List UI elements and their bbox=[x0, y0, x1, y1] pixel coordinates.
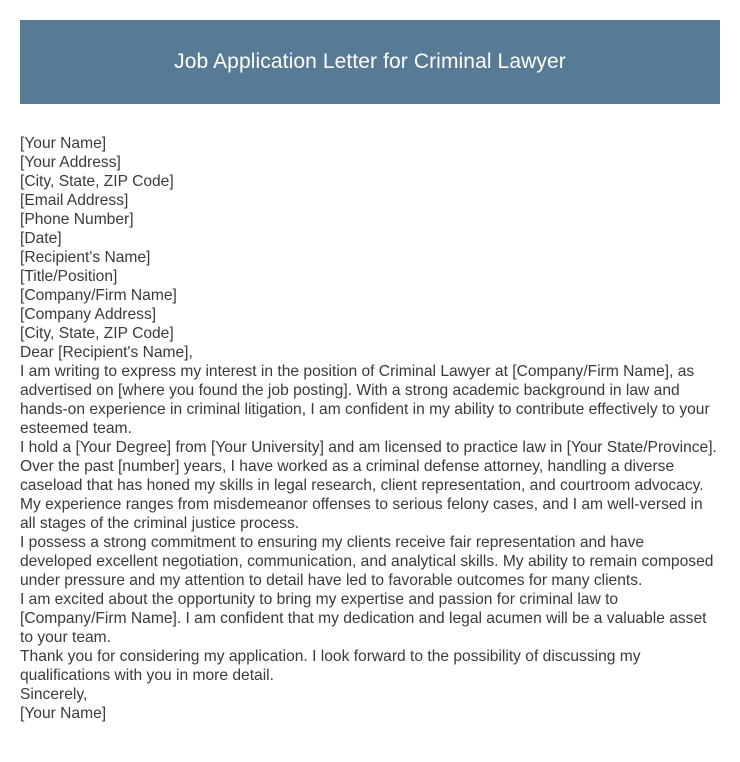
sender-city-state-zip: [City, State, ZIP Code] bbox=[20, 173, 174, 190]
recipient-company: [Company/Firm Name] bbox=[20, 287, 177, 304]
title-banner bbox=[20, 20, 720, 104]
paragraph-thanks: Thank you for considering my application. I look forward to the possibility of discussing my qualifications with you in more detail. bbox=[20, 648, 641, 684]
recipient-title: [Title/Position] bbox=[20, 268, 118, 285]
letter-body bbox=[20, 134, 720, 723]
recipient-name: [Recipient's Name] bbox=[20, 249, 151, 266]
paragraph-skills: I possess a strong commitment to ensuring my clients receive fair representation and have developed excellent negotiation, communication, and analytical skills. My ability to remain composed under pressure and my attention to detail have led to favorable outcomes for many clients. bbox=[20, 534, 714, 589]
signature: [Your Name] bbox=[20, 705, 107, 722]
page-title: Job Application Letter for Criminal Lawyer bbox=[174, 50, 566, 73]
salutation: Dear [Recipient's Name], bbox=[20, 344, 193, 361]
recipient-block bbox=[20, 248, 720, 343]
sender-email: [Email Address] bbox=[20, 192, 129, 209]
sender-name: [Your Name] bbox=[20, 135, 107, 152]
paragraph-intro: I am writing to express my interest in the position of Criminal Lawyer at [Company/Firm Name], as advertised on [where you found the job posting]. With a strong academic background in law and hands-on experience in criminal litigation, I am confident in my ability to contribute effectively to your esteemed team. bbox=[20, 363, 710, 437]
paragraph-qualifications: I hold a [Your Degree] from [Your University] and am licensed to practice law in [Your State/Province]. Over the past [number] years, I have worked as a criminal defense attorney, handling a diverse caseload that has honed my skills in legal research, client representation, and courtroom advocacy. My experience ranges from misdemeanor offenses to serious felony cases, and I am well-versed in all stages of the criminal justice process. bbox=[20, 439, 717, 532]
closing: Sincerely, bbox=[20, 686, 88, 703]
letter-date: [Date] bbox=[20, 230, 62, 247]
sender-phone: [Phone Number] bbox=[20, 211, 134, 228]
paragraph-enthusiasm: I am excited about the opportunity to bring my expertise and passion for criminal law to [Company/Firm Name]. I am confident that my dedication and legal acumen will be a valuable asset to your team. bbox=[20, 591, 707, 646]
recipient-city-state-zip: [City, State, ZIP Code] bbox=[20, 325, 174, 342]
sender-address: [Your Address] bbox=[20, 154, 121, 171]
recipient-company-address: [Company Address] bbox=[20, 306, 157, 323]
sender-block bbox=[20, 134, 720, 229]
